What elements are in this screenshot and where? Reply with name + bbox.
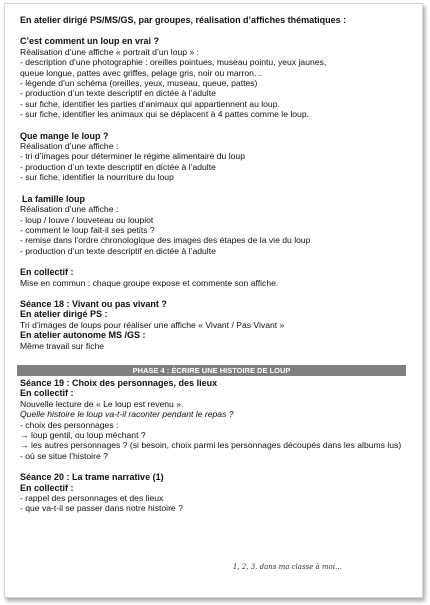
atelier-autonome-heading: En atelier autonome MS /GS : — [20, 330, 146, 341]
seance-18-title: Séance 18 : Vivant ou pas vivant ? — [20, 298, 167, 309]
text-line: Même travail sur fiche — [20, 340, 105, 351]
atelier-dirige-heading: En atelier dirigé PS : — [20, 309, 108, 320]
text-line: - comment le loup fait-il ses petits ? — [20, 224, 155, 235]
footer-signature: 1, 2, 3, dans ma classe à moi… — [232, 563, 342, 571]
text-line: - rappel des personnages et des lieux — [20, 493, 164, 504]
text-line: Réalisation d’une affiche : — [20, 204, 119, 215]
text-line: Mise en commun : chaque groupe expose et commente son affiche. — [20, 277, 279, 288]
text-line: Réalisation d’une affiche : — [20, 141, 119, 152]
section-title-portrait: C’est comment un loup en vrai ? — [20, 36, 160, 47]
question-line: Quelle histoire le loup va-t-il raconter pendant le repas ? — [20, 409, 234, 420]
text-line: - sur fiche, identifier la nourriture du loup — [20, 172, 174, 183]
document-page — [4, 3, 423, 598]
phase-4-banner: PHASE 4 : ÉCRIRE UNE HISTOIRE DE LOUP — [17, 365, 406, 376]
text-line: - tri d’images pour déterminer le régime alimentaire du loup — [20, 151, 245, 162]
text-line: - sur fiche, identifier les animaux qui se déplacent à 4 pattes comme le loup. — [20, 109, 309, 120]
text-line: - remise dans l’ordre chronologique des images des étapes de la vie du loup — [20, 235, 311, 246]
document-content — [20, 15, 405, 514]
intro-heading: En atelier dirigé PS/MS/GS, par groupes, réalisation d’affiches thématiques : — [20, 15, 347, 25]
collectif-heading: En collectif : — [20, 267, 74, 278]
text-line: - choix des personnages : — [20, 419, 119, 430]
text-line: Réalisation d’une affiche « portrait d’un loup » : — [20, 46, 199, 57]
text-line: - description d’une photographie : oreilles pointues, museau pointu, yeux jaunes, — [20, 57, 327, 68]
text-line: - production d’un texte descriptif en dictée à l’adulte — [20, 88, 216, 99]
text-line: Tri d’images de loups pour réaliser une affiche « Vivant / Pas Vivant » — [20, 319, 285, 330]
collectif-heading: En collectif : — [20, 482, 74, 493]
text-line: - légende d’un schéma (oreilles, yeux, museau, queue, pattes) — [20, 78, 258, 89]
text-line: - production d’un texte descriptif en dictée à l’adulte — [20, 161, 216, 172]
text-line: - loup / louve / louveteau ou loupiot — [20, 214, 154, 225]
text-line: queue longue, pattes avec griffes, pelage gris, noir ou marron… — [20, 67, 263, 78]
section-title-family: La famille loup — [22, 193, 86, 204]
collectif-heading: En collectif : — [20, 388, 74, 399]
seance-20-title: Séance 20 : La trame narrative (1) — [20, 472, 164, 483]
text-line: → les autres personnages ? (si besoin, choix parmi les personnages découpés dans les albums lus) — [20, 440, 402, 451]
text-line: - où se situe l’histoire ? — [20, 450, 108, 461]
text-line: - sur fiche, identifier les parties d’animaux qui appartiennent au loup. — [20, 98, 280, 109]
section-title-food: Que mange le loup ? — [20, 130, 109, 141]
text-line: - que va-t-il se passer dans notre histoire ? — [20, 503, 183, 514]
text-line: → loup gentil, ou loup méchant ? — [20, 430, 146, 440]
text-line: - production d’un texte descriptif en dictée à l’adulte — [20, 245, 216, 256]
seance-19-title: Séance 19 : Choix des personnages, des lieux — [20, 377, 218, 388]
text-line: Nouvelle lecture de « Le loup est revenu ». — [20, 398, 184, 409]
